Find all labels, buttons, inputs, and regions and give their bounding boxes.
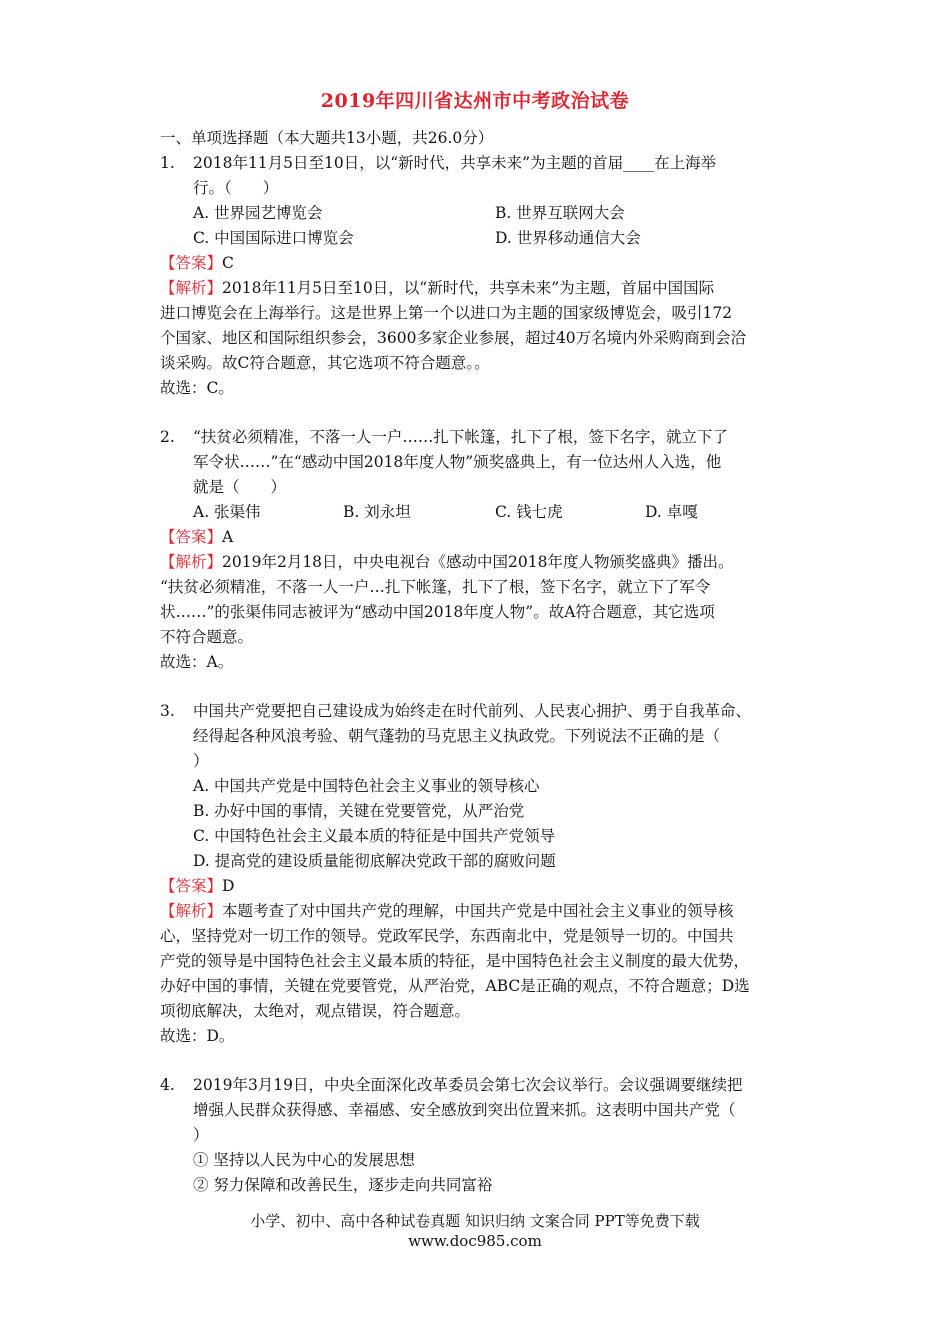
q4-number: 4. (160, 1076, 175, 1094)
q3-analysis-line-1 (160, 899, 734, 924)
q2-option-d: D. 卓嘎 (645, 503, 698, 521)
q1-answer-value: C (222, 254, 234, 272)
q4-stem-line-1: 2019年3月19日，中央全面深化改革委员会第七次会议举行。会议强调要继续把 (193, 1076, 743, 1094)
q1-option-a: A. 世界园艺博览会 (193, 204, 323, 222)
q3-option-b: B. 办好中国的事情，关键在党要管党，从严治党 (193, 802, 525, 820)
q3-option-a: A. 中国共产党是中国特色社会主义事业的领导核心 (193, 777, 540, 795)
q1-number: 1. (160, 154, 175, 172)
q1-option-c: C. 中国国际进口博览会 (193, 229, 354, 247)
q1-analysis-text-1: 2018年11月5日至10日，以“新时代，共享未来”为主题，首届中国国际 (222, 279, 715, 297)
q2-stem-line-2: 军令状……”在“感动中国2018年度人物”颁奖盛典上，有一位达州人入选，他 (193, 453, 722, 471)
q3-option-c: C. 中国特色社会主义最本质的特征是中国共产党领导 (193, 827, 556, 845)
q2-option-a: A. 张渠伟 (193, 503, 261, 521)
q2-answer (160, 525, 233, 550)
q1-analysis-line-2: 进口博览会在上海举行。这是世界上第一个以进口为主题的国家级博览会，吸引172 (160, 304, 733, 322)
q3-option-d: D. 提高党的建设质量能彻底解决党政干部的腐败问题 (193, 852, 556, 870)
q1-stem-line-2: 行。（ ） (193, 179, 279, 197)
q1-option-b: B. 世界互联网大会 (495, 204, 625, 222)
q1-analysis-line-3: 个国家、地区和国际组织参会，3600多家企业参展，超过40万名境内外采购商到会洽 (160, 329, 747, 347)
q1-analysis-line-1 (160, 276, 714, 301)
q2-choice: 故选：A。 (160, 653, 234, 671)
q3-analysis-text-1: 本题考查了对中国共产党的理解，中国共产党是中国社会主义事业的领导核 (222, 902, 734, 920)
footer-tagline: 小学、初中、高中各种试卷真题 知识归纳 文案合同 PPT等免费下载 (250, 1212, 700, 1230)
answer-label: 【答案】 (160, 254, 223, 272)
q1-analysis-line-4: 谈采购。故C符合题意，其它选项不符合题意。。 (160, 354, 490, 372)
q2-analysis-line-1 (160, 550, 734, 575)
section-heading: 一、单项选择题（本大题共13小题，共26.0分） (160, 129, 494, 147)
q3-stem-line-1: 中国共产党要把自己建设成为始终走在时代前列、人民衷心拥护、勇于自我革命、 (193, 702, 752, 720)
q2-stem-line-3: 就是（ ） (193, 478, 287, 496)
q2-analysis-text-1: 2019年2月18日，中央电视台《感动中国2018年度人物颁奖盛典》播出。 (222, 553, 734, 571)
q2-option-c: C. 钱七虎 (495, 503, 563, 521)
q3-answer-value: D (222, 877, 235, 895)
q2-number: 2. (160, 428, 175, 446)
q1-answer (160, 251, 234, 276)
q2-answer-value: A (222, 528, 234, 546)
analysis-label: 【解析】 (160, 553, 223, 571)
q4-stem-line-3: ） (193, 1126, 209, 1144)
q3-analysis-line-4: 办好中国的事情，关键在党要管党，从严治党，ABC是正确的观点，不符合题意；D选 (160, 977, 750, 995)
q2-analysis-line-2: “扶贫必须精准，不落一人一户…扎下帐篷，扎下了根，签下名字，就立下了军令 (160, 578, 711, 596)
analysis-label: 【解析】 (160, 902, 223, 920)
q4-stem-line-2: 增强人民群众获得感、幸福感、安全感放到突出位置来抓。这表明中国共产党（ (193, 1101, 736, 1119)
q3-analysis-line-2: 心，坚持党对一切工作的领导。党政军民学，东西南北中，党是领导一切的。中国共 (160, 927, 734, 945)
q4-item-2: ② 努力保障和改善民生，逐步走向共同富裕 (193, 1176, 493, 1194)
q2-analysis-line-3: 状……”的张渠伟同志被评为“感动中国2018年度人物”。故A符合题意，其它选项 (160, 603, 715, 621)
q2-analysis-line-4: 不符合题意。 (160, 628, 254, 646)
q4-item-1: ① 坚持以人民为中心的发展思想 (193, 1151, 415, 1169)
analysis-label: 【解析】 (160, 279, 223, 297)
answer-label: 【答案】 (160, 528, 223, 546)
footer-website: www.doc985.com (408, 1232, 542, 1250)
q3-analysis-line-5: 项彻底解决，太绝对，观点错误，符合题意。 (160, 1002, 471, 1020)
q3-stem-line-2: 经得起各种风浪考验、朝气蓬勃的马克思主义执政党。下列说法不正确的是（ (193, 727, 721, 745)
q3-stem-line-3: ） (193, 752, 209, 770)
q2-option-b: B. 刘永坦 (343, 503, 411, 521)
answer-label: 【答案】 (160, 877, 223, 895)
q1-stem-line-1: 2018年11月5日至10日，以“新时代，共享未来”为主题的首届____在上海举 (193, 154, 717, 172)
q3-analysis-line-3: 产党的领导是中国特色社会主义最本质的特征，是中国特色社会主义制度的最大优势， (160, 952, 750, 970)
q3-choice: 故选：D。 (160, 1027, 235, 1045)
q1-option-d: D. 世界移动通信大会 (495, 229, 641, 247)
q1-choice: 故选：C。 (160, 379, 234, 397)
page-title: 2019年四川省达州市中考政治试卷 (320, 90, 630, 112)
q3-answer (160, 874, 234, 899)
q3-number: 3. (160, 702, 175, 720)
q2-stem-line-1: “扶贫必须精准，不落一人一户……扎下帐篷，扎下了根，签下名字，就立下了 (193, 428, 728, 446)
